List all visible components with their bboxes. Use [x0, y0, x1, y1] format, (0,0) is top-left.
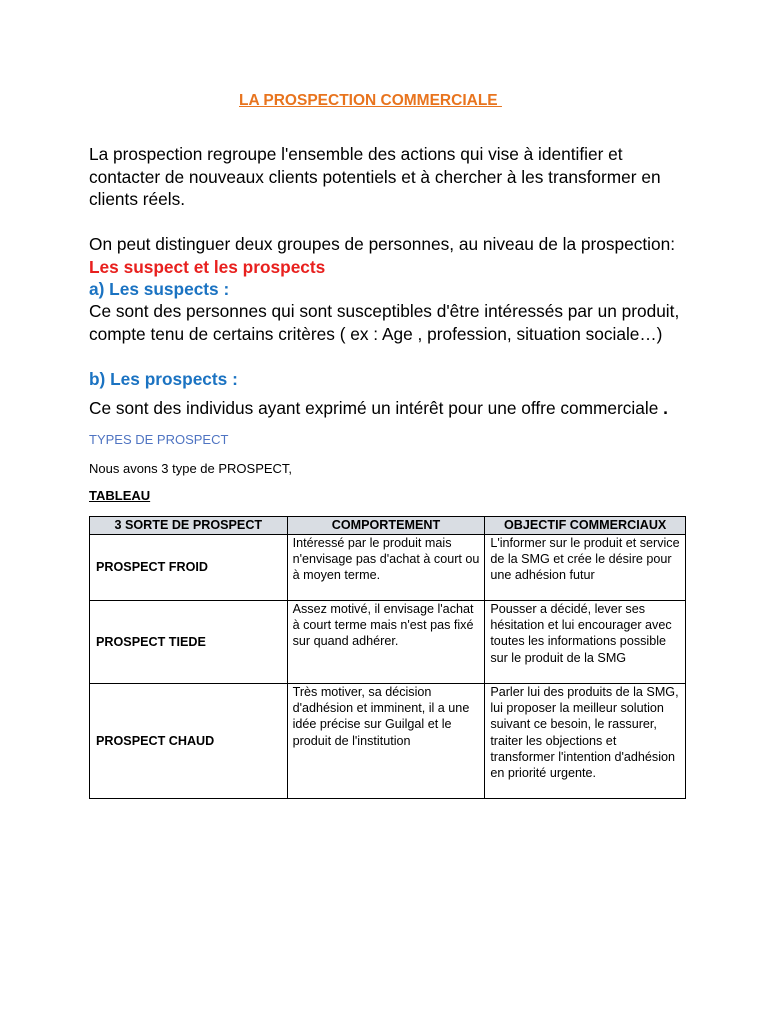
cell-comportement: Intéressé par le produit mais n'envisage pas d'achat à court ou à moyen terme. [287, 535, 485, 601]
header-comportement: COMPORTEMENT [287, 517, 485, 535]
cell-objectif: Pousser a décidé, lever ses hésitation et lui encourager avec toutes les informations possible sur le produit de la SMG [485, 601, 686, 684]
cell-comportement: Très motiver, sa décision d'adhésion et imminent, il a une idée précise sur Guilgal et le produit de l'institution [287, 684, 485, 799]
suspects-heading: a) Les suspects : [89, 279, 230, 299]
section-heading: Les suspect et les prospects [89, 257, 326, 277]
prospects-text: Ce sont des individus ayant exprimé un intérêt pour une offre commerciale [89, 398, 659, 418]
prospects-text-end: . [658, 398, 668, 418]
cell-objectif: Parler lui des produits de la SMG, lui proposer la meilleur solution suivant ce besoin, le rassurer, traiter les objections et transformer l'intention d'adhésion en priorité urgente. [485, 684, 686, 799]
document-title: LA PROSPECTION COMMERCIALE [239, 92, 502, 109]
types-intro: Nous avons 3 type de PROSPECT, [89, 461, 293, 476]
header-sorte: 3 SORTE DE PROSPECT [90, 517, 288, 535]
prospects-heading: b) Les prospects : [89, 369, 238, 389]
cell-type: PROSPECT TIEDE [90, 601, 288, 684]
cell-type: PROSPECT FROID [90, 535, 288, 601]
header-objectif: OBJECTIF COMMERCIAUX [485, 517, 686, 535]
suspects-paragraph: Ce sont des personnes qui sont susceptibles d'être intéressés par un produit, compte tenu de certains critères ( ex : Age , profession, situation sociale…) [89, 301, 680, 344]
table-row [90, 684, 686, 799]
cell-comportement: Assez motivé, il envisage l'achat à court terme mais n'est pas fixé sur quand adhérer. [287, 601, 485, 684]
table-row [90, 601, 686, 684]
cell-type: PROSPECT CHAUD [90, 684, 288, 799]
table-label: TABLEAU [89, 488, 151, 503]
prospects-paragraph [89, 397, 689, 420]
cell-objectif: L'informer sur le produit et service de la SMG et crée le désire pour une adhésion futur [485, 535, 686, 601]
intro-paragraph: La prospection regroupe l'ensemble des actions qui vise à identifier et contacter de nouveaux clients potentiels et à chercher à les transformer en clients réels. [89, 144, 661, 209]
distinguish-paragraph: On peut distinguer deux groupes de personnes, au niveau de la prospection: [89, 234, 676, 254]
types-heading: TYPES DE PROSPECT [89, 432, 229, 447]
prospect-table [89, 516, 686, 799]
table-row [90, 535, 686, 601]
table-header-row [90, 517, 686, 535]
